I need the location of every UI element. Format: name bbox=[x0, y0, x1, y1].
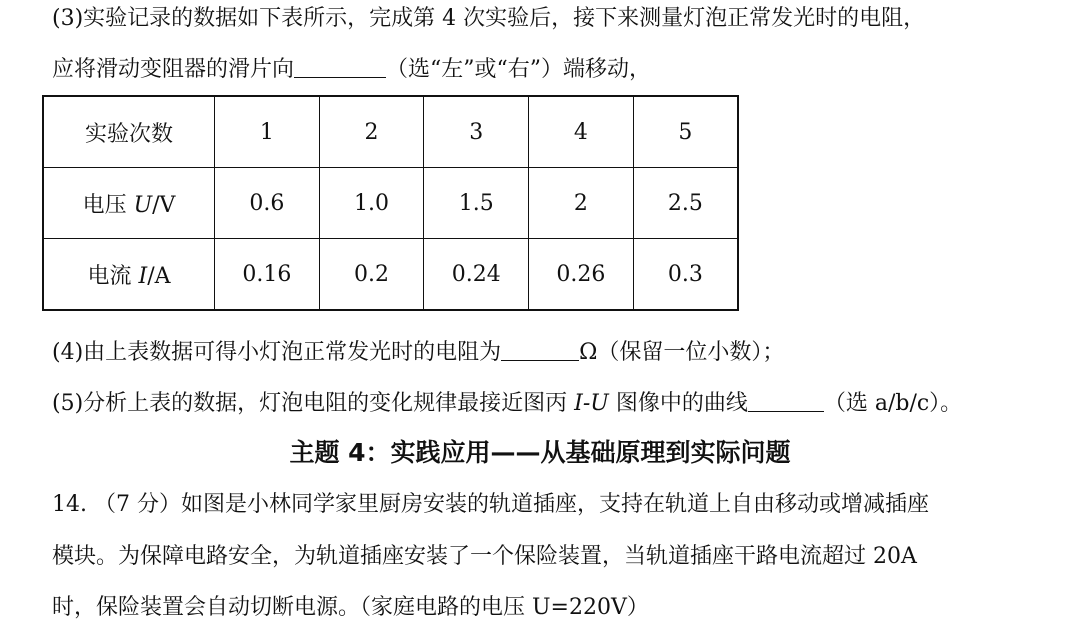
table-cell-voltage: 1.5 bbox=[424, 168, 529, 239]
table-cell-current: 0.24 bbox=[424, 239, 529, 311]
table-cell-voltage: 0.6 bbox=[215, 168, 320, 239]
q3-line-2-before: 应将滑动变阻器的滑片向 bbox=[52, 57, 295, 82]
table-header-voltage bbox=[43, 168, 215, 239]
answer-blank-q4 bbox=[501, 338, 579, 361]
answer-blank-q5 bbox=[748, 389, 824, 412]
table-cell-current: 0.16 bbox=[215, 239, 320, 311]
table-cell-trial: 1 bbox=[215, 96, 320, 168]
q5-middle: 图像中的曲线 bbox=[608, 391, 748, 416]
current-symbol: I bbox=[138, 263, 148, 289]
table-row-trials bbox=[43, 96, 738, 168]
table-cell-voltage: 2.5 bbox=[633, 168, 738, 239]
table-cell-trial: 4 bbox=[529, 96, 634, 168]
table-header-trials: 实验次数 bbox=[43, 96, 215, 168]
voltage-label: 电压 bbox=[82, 192, 134, 218]
q3-line-2-after: （选“左”或“右”）端移动， bbox=[386, 57, 652, 82]
table-cell-trial: 5 bbox=[633, 96, 738, 168]
q5-before: (5)分析上表的数据，灯泡电阻的变化规律最接近图丙 bbox=[52, 391, 575, 416]
current-unit: /A bbox=[147, 263, 171, 289]
q14-line-1: 14. （7 分）如图是小林同学家里厨房安装的轨道插座，支持在轨道上自由移动或增减插座 bbox=[52, 492, 929, 517]
voltage-unit: /V bbox=[152, 192, 176, 218]
table-cell-voltage: 2 bbox=[529, 168, 634, 239]
data-table bbox=[42, 95, 739, 311]
q5-line bbox=[52, 389, 962, 419]
table-row-current bbox=[43, 239, 738, 311]
q5-after: （选 a/b/c）。 bbox=[823, 391, 963, 416]
voltage-symbol: U bbox=[133, 192, 153, 218]
q4-after: Ω（保留一位小数）； bbox=[579, 340, 785, 365]
q4-before: (4)由上表数据可得小灯泡正常发光时的电阻为 bbox=[52, 340, 502, 365]
table-cell-current: 0.26 bbox=[529, 239, 634, 311]
table-cell-voltage: 1.0 bbox=[319, 168, 424, 239]
q3-line-1: (3)实验记录的数据如下表所示，完成第 4 次实验后，接下来测量灯泡正常发光时的电阻， bbox=[52, 6, 926, 31]
table-row-voltage bbox=[43, 168, 738, 239]
table-cell-current: 0.2 bbox=[319, 239, 424, 311]
table-cell-current: 0.3 bbox=[633, 239, 738, 311]
q5-graph-name: I-U bbox=[574, 391, 609, 416]
topic-heading: 主题 4：实践应用——从基础原理到实际问题 bbox=[289, 438, 791, 467]
q14-line-3: 时，保险装置会自动切断电源。（家庭电路的电压 U=220V） bbox=[52, 595, 649, 620]
q3-line-2 bbox=[52, 55, 651, 85]
q4-line bbox=[52, 338, 784, 368]
current-label: 电流 bbox=[87, 263, 139, 289]
q14-line-2: 模块。为保障电路安全，为轨道插座安装了一个保险装置，当轨道插座干路电流超过 20A bbox=[52, 544, 917, 569]
table-cell-trial: 3 bbox=[424, 96, 529, 168]
answer-blank-q3 bbox=[294, 55, 386, 78]
table-header-current bbox=[43, 239, 215, 311]
table-cell-trial: 2 bbox=[319, 96, 424, 168]
